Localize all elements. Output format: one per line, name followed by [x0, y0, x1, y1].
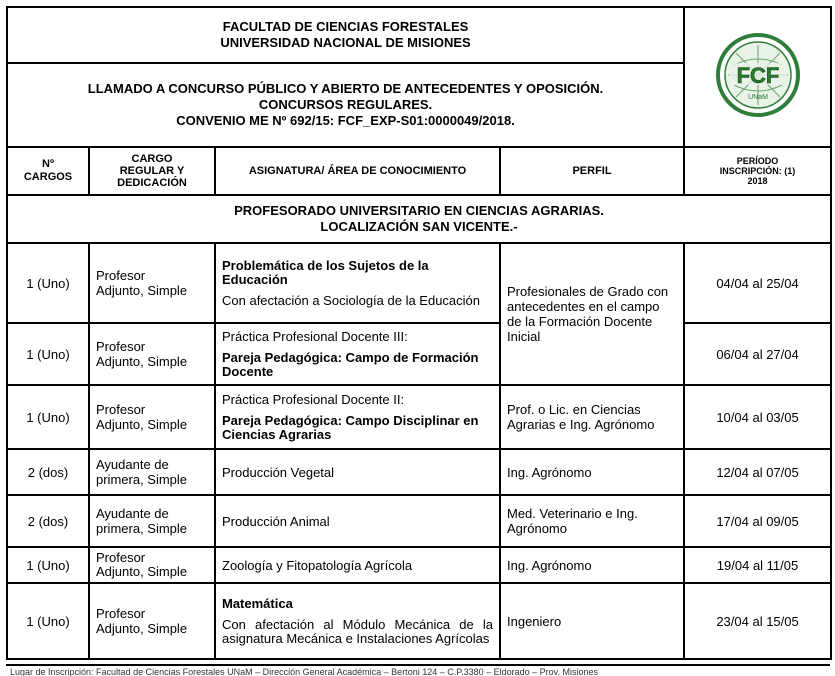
cargo-line1: Ayudante de	[96, 457, 169, 472]
period-cell: 17/04 al 09/05	[684, 495, 831, 547]
cargo-dedicacion	[89, 449, 215, 495]
call-type: CONCURSOS REGULARES.	[258, 97, 433, 112]
table-row	[7, 583, 831, 659]
col-header-asignatura: ASIGNATURA/ ÁREA DE CONOCIMIENTO	[215, 147, 500, 195]
cargos-count: 1 (Uno)	[7, 385, 89, 449]
call-agreement: CONVENIO ME Nº 692/15: FCF_EXP-S01:0000049/2018.	[176, 113, 515, 128]
call-title: LLAMADO A CONCURSO PÚBLICO Y ABIERTO DE ANTECEDENTES Y OPOSICIÓN.	[87, 81, 604, 96]
subject-cell: Producción Vegetal	[215, 449, 500, 495]
period-cell: 06/04 al 27/04	[684, 323, 831, 385]
subject-cell	[215, 243, 500, 323]
cargo-line2: Adjunto, Simple	[96, 621, 188, 636]
cargo-line1: Profesor	[96, 339, 146, 354]
section-header	[7, 195, 831, 243]
period-cell: 04/04 al 25/04	[684, 243, 831, 323]
cargo-line2: primera, Simple	[96, 521, 188, 536]
profile-cell: Prof. o Lic. en Ciencias Agrarias e Ing. Agrónomo	[500, 385, 684, 449]
shared-profile-cell: Profesionales de Grado con antecedentes en el campo de la Formación Docente Inicial	[500, 243, 684, 385]
subject-title: Problemática de los Sujetos de la Educación	[222, 257, 429, 287]
col-header-perfil: PERFIL	[500, 147, 684, 195]
call-header	[7, 63, 684, 147]
cargo-line2: Adjunto, Simple	[96, 417, 188, 432]
period-cell: 12/04 al 07/05	[684, 449, 831, 495]
table-row	[7, 495, 831, 547]
subject-title: Matemática	[222, 595, 293, 611]
call-table	[6, 6, 832, 660]
cargo-line1: Profesor	[96, 606, 146, 621]
col-cargo-line3: DEDICACIÓN	[117, 177, 187, 189]
cargo-dedicacion	[89, 323, 215, 385]
period-cell: 23/04 al 15/05	[684, 583, 831, 659]
subject-note: Con afectación al Módulo Mecánica de la asignatura Mecánica e Instalaciones Agrícolas	[222, 616, 493, 646]
cargo-dedicacion	[89, 547, 215, 583]
cargos-count: 1 (Uno)	[7, 547, 89, 583]
col-header-cargos	[7, 147, 89, 195]
section-title: PROFESORADO UNIVERSITARIO EN CIENCIAS AGRARIAS.	[234, 203, 604, 218]
col-cargos-line1: Nº	[42, 158, 54, 170]
section-location: LOCALIZACIÓN SAN VICENTE.-	[320, 219, 518, 234]
cargo-dedicacion	[89, 583, 215, 659]
cargo-line1: Profesor	[96, 402, 146, 417]
subject-cell	[215, 583, 500, 659]
col-periodo-line3: 2018	[747, 176, 768, 186]
col-periodo-line2: INSCRIPCIÓN: (1)	[719, 166, 796, 176]
profile-cell: Ing. Agrónomo	[500, 547, 684, 583]
cargo-line2: primera, Simple	[96, 472, 188, 487]
university-name: UNIVERSIDAD NACIONAL DE MISIONES	[220, 35, 471, 50]
logo-cell	[684, 7, 831, 147]
col-periodo-line1: PERÍODO	[736, 156, 779, 166]
subject-title: Pareja Pedagógica: Campo Disciplinar en Ciencias Agrarias	[222, 412, 479, 442]
cargos-count: 2 (dos)	[7, 449, 89, 495]
fcf-logo	[716, 23, 800, 127]
subject-practice: Práctica Profesional Docente III:	[222, 328, 408, 344]
subject-cell	[215, 385, 500, 449]
logo-letters: FCF	[736, 62, 779, 88]
col-cargo-line2: REGULAR Y	[119, 165, 185, 177]
profile-cell: Ingeniero	[500, 583, 684, 659]
cargo-line2: Adjunto, Simple	[96, 283, 188, 298]
cargos-count: 2 (dos)	[7, 495, 89, 547]
cargos-count: 1 (Uno)	[7, 583, 89, 659]
cargo-line1: Profesor	[96, 550, 146, 565]
faculty-name: FACULTAD DE CIENCIAS FORESTALES	[222, 19, 469, 34]
col-header-cargo	[89, 147, 215, 195]
subject-cell: Producción Animal	[215, 495, 500, 547]
subject-title: Pareja Pedagógica: Campo de Formación Docente	[222, 349, 479, 379]
table-row	[7, 323, 831, 385]
profile-cell: Med. Veterinario e Ing. Agrónomo	[500, 495, 684, 547]
profile-cell: Ing. Agrónomo	[500, 449, 684, 495]
logo-subtext: UNaM	[747, 93, 768, 101]
cargo-dedicacion	[89, 385, 215, 449]
table-row	[7, 449, 831, 495]
col-cargo-line1: CARGO	[131, 153, 173, 165]
subject-note: Con afectación a Sociología de la Educación	[222, 292, 481, 308]
subject-cell: Zoología y Fitopatología Agrícola	[215, 547, 500, 583]
cargo-dedicacion	[89, 495, 215, 547]
cargos-count: 1 (Uno)	[7, 243, 89, 323]
table-row	[7, 547, 831, 583]
period-cell: 10/04 al 03/05	[684, 385, 831, 449]
col-header-periodo	[684, 147, 831, 195]
cargo-dedicacion	[89, 243, 215, 323]
cargos-count: 1 (Uno)	[7, 323, 89, 385]
period-cell: 19/04 al 11/05	[684, 547, 831, 583]
cargo-line2: Adjunto, Simple	[96, 354, 188, 369]
subject-cell	[215, 323, 500, 385]
table-row	[7, 243, 831, 323]
cargo-line2: Adjunto, Simple	[96, 564, 188, 579]
cargo-line1: Profesor	[96, 268, 146, 283]
document-sheet	[6, 6, 830, 660]
col-cargos-line2: CARGOS	[23, 171, 73, 183]
footer-note: Lugar de Inscripción: Facultad de Ciencias Forestales UNaM – Dirección General Académica – Bertoni 124 – C.P.3380 – Eldorado – Prov. Misiones	[6, 664, 830, 676]
table-row	[7, 385, 831, 449]
subject-practice: Práctica Profesional Docente II:	[222, 391, 405, 407]
institution-header	[7, 7, 684, 63]
cargo-line1: Ayudante de	[96, 506, 169, 521]
